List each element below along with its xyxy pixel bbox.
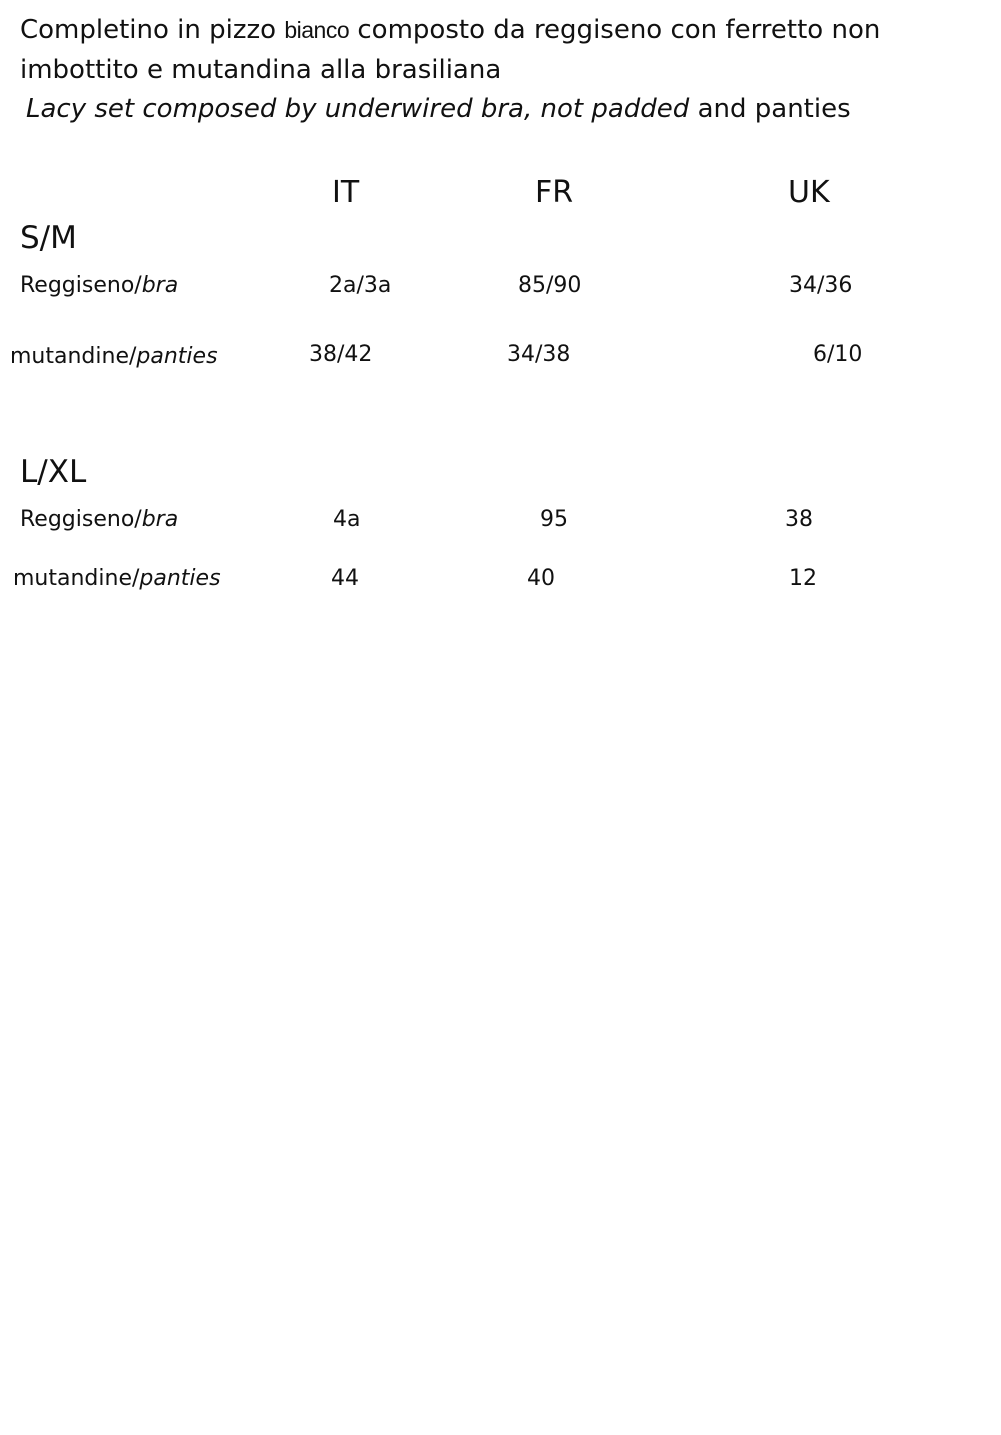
size-heading-sm: S/M — [20, 220, 77, 256]
description-line-3 — [26, 93, 851, 125]
row-label-text: mutandine/ — [13, 566, 140, 591]
row-label-bra — [20, 272, 178, 300]
size-heading-lxl: L/XL — [20, 454, 87, 490]
cell-sm-panties-it: 38/42 — [309, 342, 373, 367]
row-label-english: panties — [139, 566, 221, 591]
description-text: composto da reggiseno con ferretto non — [349, 15, 881, 45]
row-label-text: Reggiseno/ — [20, 273, 142, 298]
cell-sm-bra-uk: 34/36 — [789, 273, 853, 298]
row-label-text: Reggiseno/ — [20, 507, 142, 532]
description-color-word: bianco — [284, 17, 350, 43]
cell-lxl-bra-uk: 38 — [785, 507, 813, 532]
cell-lxl-panties-uk: 12 — [789, 566, 817, 591]
cell-lxl-panties-fr: 40 — [527, 566, 555, 591]
description-text: Completino in pizzo — [20, 15, 285, 45]
cell-sm-bra-it: 2a/3a — [329, 273, 392, 298]
row-label-bra — [20, 506, 178, 534]
cell-lxl-bra-fr: 95 — [540, 507, 568, 532]
description-line-1 — [20, 14, 880, 46]
cell-sm-panties-uk: 6/10 — [813, 342, 863, 367]
column-header-uk: UK — [788, 175, 830, 210]
row-label-english: bra — [141, 273, 179, 298]
description-english-italic: Lacy set composed by underwired bra, not padded — [26, 94, 690, 124]
cell-lxl-bra-it: 4a — [333, 507, 361, 532]
cell-sm-panties-fr: 34/38 — [507, 342, 571, 367]
row-label-english: bra — [141, 507, 179, 532]
cell-lxl-panties-it: 44 — [331, 566, 359, 591]
row-label-panties — [13, 565, 221, 593]
description-english-rest: and panties — [689, 94, 851, 124]
cell-sm-bra-fr: 85/90 — [518, 273, 582, 298]
column-header-it: IT — [332, 175, 360, 210]
row-label-text: mutandine/ — [10, 344, 137, 369]
row-label-panties — [10, 343, 218, 371]
column-header-fr: FR — [535, 175, 574, 210]
description-line-2: imbottito e mutandina alla brasiliana — [20, 55, 502, 85]
row-label-english: panties — [136, 344, 218, 369]
